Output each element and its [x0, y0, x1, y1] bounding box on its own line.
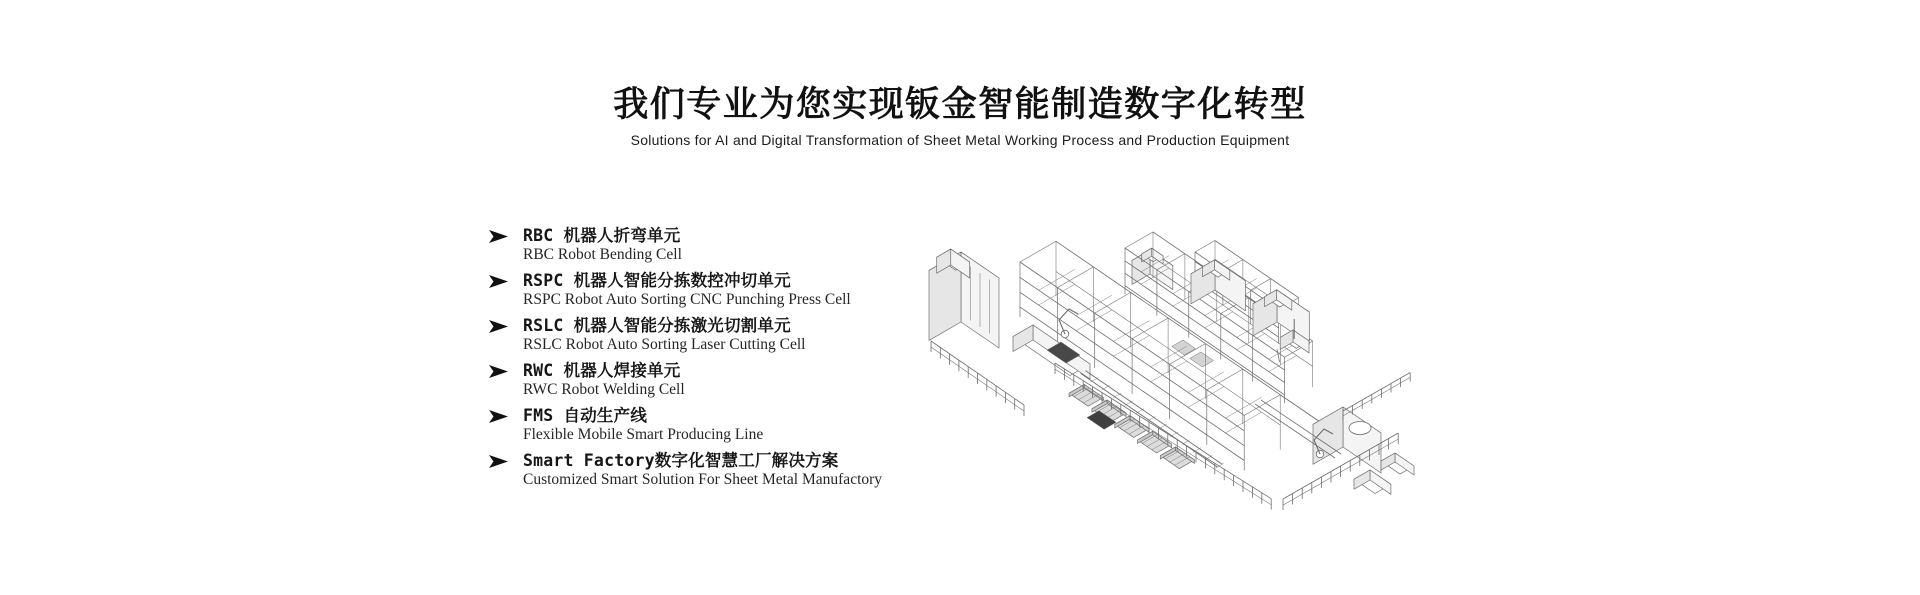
- arrow-bullet-icon: [489, 320, 508, 333]
- arrow-bullet-icon: [489, 365, 508, 378]
- product-sublabel: RWC Robot Welding Cell: [523, 381, 685, 398]
- list-item-smart-factory[interactable]: [489, 451, 959, 488]
- arrow-bullet-icon: [489, 230, 508, 243]
- list-item-fms[interactable]: [489, 406, 959, 443]
- list-item-rslc[interactable]: [489, 316, 959, 353]
- product-label: RSPC 机器人智能分拣数控冲切单元: [523, 271, 791, 290]
- page-title: 我们专业为您实现钣金智能制造数字化转型: [613, 85, 1307, 124]
- product-label: FMS 自动生产线: [523, 406, 648, 425]
- product-sublabel: RSLC Robot Auto Sorting Laser Cutting Cell: [523, 336, 806, 353]
- product-label: Smart Factory数字化智慧工厂解决方案: [523, 451, 839, 470]
- product-list: [489, 226, 959, 496]
- list-item-rbc[interactable]: [489, 226, 959, 263]
- arrow-bullet-icon: [489, 275, 508, 288]
- product-label: RSLC 机器人智能分拣激光切割单元: [523, 316, 791, 335]
- arrow-bullet-icon: [489, 410, 508, 423]
- product-sublabel: Customized Smart Solution For Sheet Metal Manufactory: [523, 471, 883, 488]
- banner-header: [0, 82, 1920, 149]
- product-sublabel: Flexible Mobile Smart Producing Line: [523, 426, 764, 443]
- factory-line-illustration: [915, 222, 1420, 515]
- list-item-rwc[interactable]: [489, 361, 959, 398]
- product-label: RWC 机器人焊接单元: [523, 361, 681, 380]
- product-sublabel: RSPC Robot Auto Sorting CNC Punching Press Cell: [523, 291, 851, 308]
- arrow-bullet-icon: [489, 455, 508, 468]
- page-subtitle: Solutions for AI and Digital Transformation of Sheet Metal Working Process and Production Equipment: [630, 132, 1290, 148]
- product-label: RBC 机器人折弯单元: [523, 226, 681, 245]
- product-sublabel: RBC Robot Bending Cell: [523, 246, 682, 263]
- list-item-rspc[interactable]: [489, 271, 959, 308]
